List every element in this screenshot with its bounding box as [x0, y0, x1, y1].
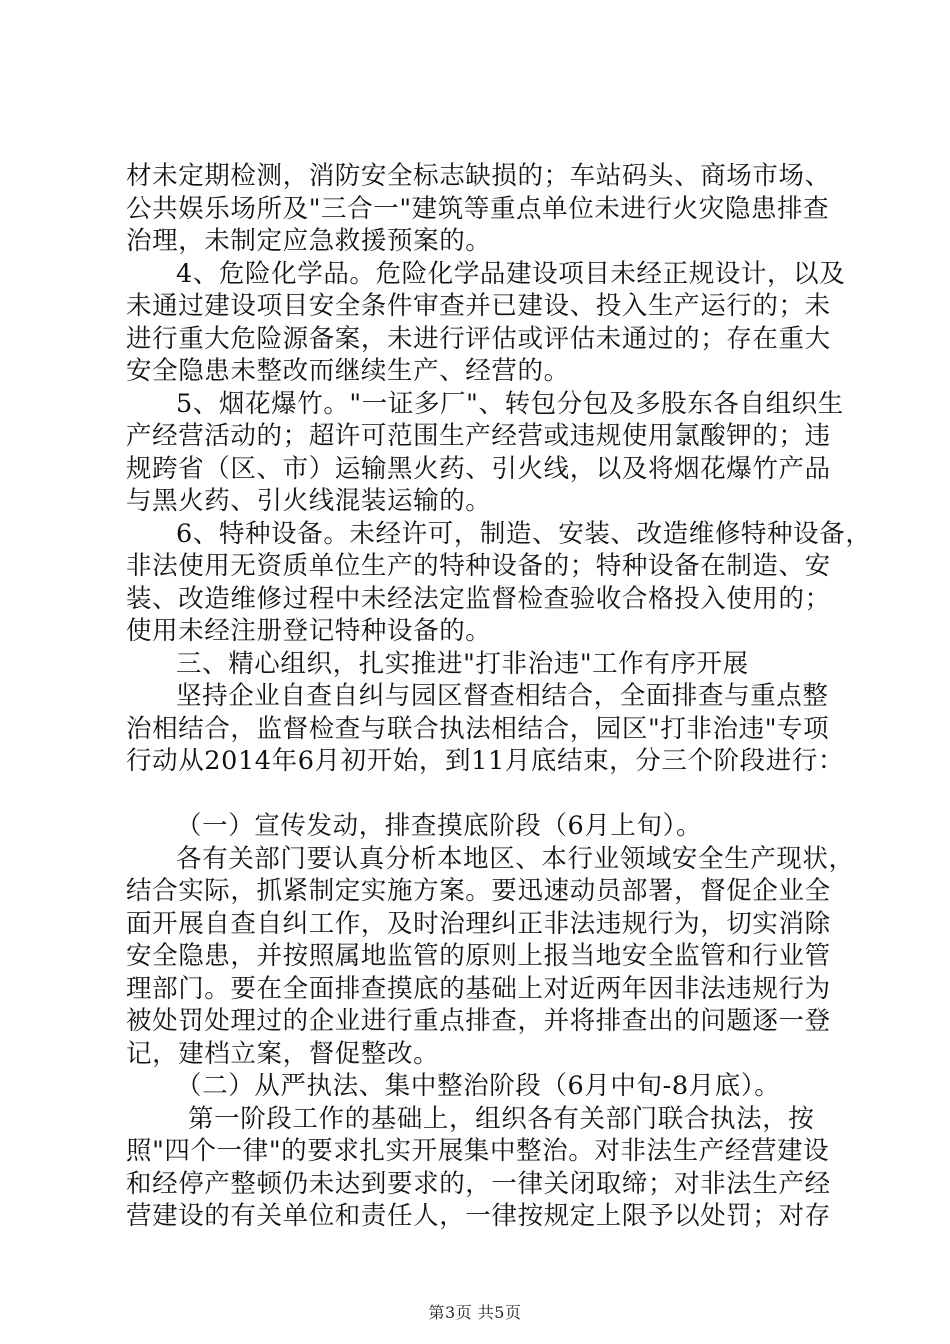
paragraph-line: 行动从2014年6月初开始，到11月底结束，分三个阶段进行： [126, 746, 845, 776]
paragraph-line: 5、烟花爆竹。"一证多厂"、转包分包及多股东各自组织生 [176, 388, 844, 419]
section-heading: 三、精心组织，扎实推进"打非治违"工作有序开展 [176, 648, 749, 679]
paragraph-line: 材未定期检测，消防安全标志缺损的；车站码头、商场市场、 [126, 161, 831, 191]
paragraph-line: 各有关部门要认真分析本地区、本行业领域安全生产现状， [176, 843, 855, 874]
subsection-heading: （二）从严执法、集中整治阶段（6月中旬-8月底）。 [176, 1071, 781, 1101]
paragraph-line: 安全隐患，并按照属地监管的原则上报当地安全监管和行业管 [126, 941, 831, 971]
paragraph-line: 照"四个一律"的要求扎实开展集中整治。对非法生产经营建设 [126, 1136, 830, 1166]
paragraph-line: 被处罚处理过的企业进行重点排查，并将排查出的问题逐一登 [126, 1006, 831, 1036]
paragraph-line: 公共娱乐场所及"三合一"建筑等重点单位未进行火灾隐患排查 [126, 193, 830, 224]
paragraph-line: 进行重大危险源备案，未进行评估或评估未通过的；存在重大 [126, 323, 831, 354]
paragraph-line: 第一阶段工作的基础上，组织各有关部门联合执法，按 [188, 1103, 815, 1134]
paragraph-line: 记，建档立案，督促整改。 [126, 1038, 440, 1069]
document-body [126, 160, 872, 1233]
paragraph-line: 4、危险化学品。危险化学品建设项目未经正规设计，以及 [176, 258, 846, 289]
paragraph-line: 治相结合，监督检查与联合执法相结合，园区"打非治违"专项 [126, 713, 830, 744]
subsection-heading: （一）宣传发动，排查摸底阶段（6月上旬）。 [176, 811, 703, 841]
paragraph-line: 营建设的有关单位和责任人，一律按规定上限予以处罚；对存 [126, 1201, 831, 1231]
paragraph-line: 与黑火药、引火线混装运输的。 [126, 486, 492, 516]
paragraph-line: 规跨省（区、市）运输黑火药、引火线，以及将烟花爆竹产品 [126, 453, 831, 484]
paragraph-line: 6、特种设备。未经许可，制造、安装、改造维修特种设备， [176, 518, 872, 549]
paragraph-line: 使用未经注册登记特种设备的。 [126, 616, 492, 646]
paragraph-line: 理部门。要在全面排查摸底的基础上对近两年因非法违规行为 [126, 973, 831, 1004]
paragraph-line: 产经营活动的；超许可范围生产经营或违规使用氯酸钾的；违 [126, 421, 831, 451]
paragraph-line: 结合实际，抓紧制定实施方案。要迅速动员部署，督促企业全 [126, 876, 831, 906]
paragraph-line: 和经停产整顿仍未达到要求的，一律关闭取缔；对非法生产经 [126, 1168, 831, 1199]
paragraph-line: 未通过建设项目安全条件审查并已建设、投入生产运行的；未 [126, 291, 831, 321]
paragraph-line: 坚持企业自查自纠与园区督查相结合，全面排查与重点整 [176, 681, 829, 711]
blank-line [126, 778, 836, 811]
paragraph-line: 非法使用无资质单位生产的特种设备的；特种设备在制造、安 [126, 551, 831, 581]
paragraph-line: 面开展自查自纠工作，及时治理纠正非法违规行为，切实消除 [126, 908, 831, 939]
paragraph-line: 安全隐患未整改而继续生产、经营的。 [126, 356, 570, 386]
paragraph-line: 装、改造维修过程中未经法定监督检查验收合格投入使用的； [126, 583, 831, 614]
paragraph-line: 治理，未制定应急救援预案的。 [126, 226, 492, 256]
page-footer: 第3页 共5页 [428, 1303, 522, 1322]
